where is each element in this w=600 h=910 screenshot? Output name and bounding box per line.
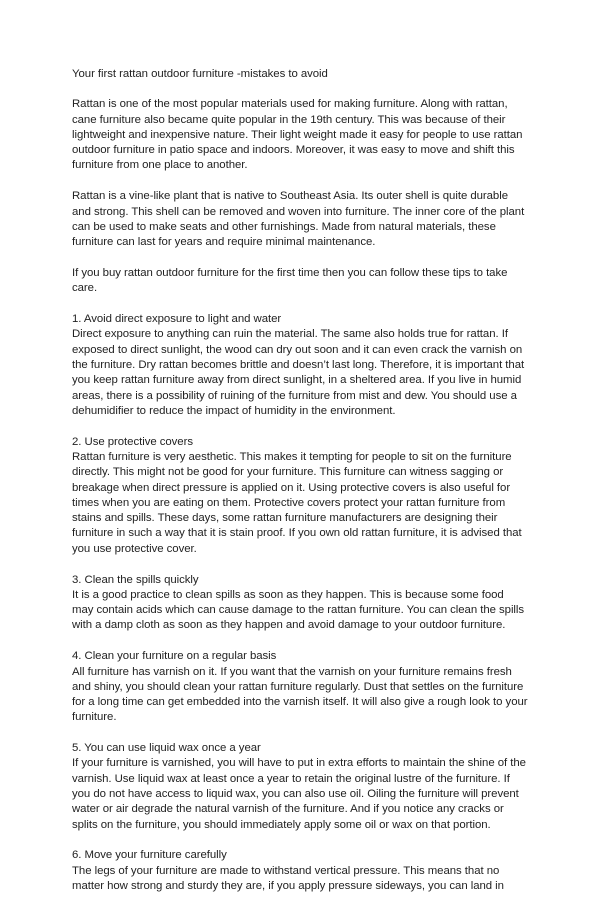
tip-heading: 2. Use protective covers	[72, 435, 193, 448]
tip-body: Rattan furniture is very aesthetic. This makes it tempting for people to sit on the furniture directly. This might not be good for your furniture. This furniture can witness sagging or breakage when direct pressure is applied on it. Using protective covers is also useful for times when you are eating on them. Protective covers protect your rattan furniture from stains and spills. These days, some rattan furniture manufacturers are designing their furniture in such a way that it is stain proof. If you own old rattan furniture, it is advised that you use protective cover.	[72, 450, 522, 555]
intro-paragraph: Rattan is a vine-like plant that is native to Southeast Asia. Its outer shell is quite durable and strong. This shell can be removed and woven into furniture. The inner core of the plant can be used to make seats and other furnishings. Made from natural materials, these furniture can last for years and require minimal maintenance.	[72, 190, 525, 249]
intro-paragraph: Rattan is one of the most popular materials used for making furniture. Along with rattan, cane furniture also became quite popular in the 19th century. This was because of their lightweight and inexpensive nature. Their light weight made it easy for people to use rattan outdoor furniture in patio space and indoors. Moreover, it was easy to move and shift this furniture from one place to another.	[72, 98, 523, 172]
document-title: Your first rattan outdoor furniture -mistakes to avoid	[72, 68, 328, 80]
document-page	[72, 67, 528, 910]
tip-section	[72, 848, 528, 894]
tip-heading: 4. Clean your furniture on a regular basis	[72, 650, 277, 663]
tip-body: Direct exposure to anything can ruin the material. The same also holds true for rattan. If exposed to direct sunlight, the wood can dry out soon and it can even crack the varnish on the furniture. Dry rattan becomes brittle and doesn’t last long. Therefore, it is important that you keep rattan furniture away from direct sunlight, in a sheltered area. If you live in humid areas, there is a possibility of ruining of the furniture from mist and dew. You should use a dehumidifier to reduce the impact of humidity in the environment.	[72, 328, 525, 417]
tip-heading: 6. Move your furniture carefully	[72, 849, 227, 862]
tip-body: All furniture has varnish on it. If you want that the varnish on your furniture remains fresh and shiny, you should clean your rattan furniture regularly. Dust that settles on the furniture for a long time can get embedded into the varnish itself. It will also give a rough look to your furniture.	[72, 665, 528, 724]
tip-body: It is a good practice to clean spills as soon as they happen. This is because some food may contain acids which can cause damage to the rattan furniture. You can clean the spills with a damp cloth as soon as they happen and avoid damage to your outdoor furniture.	[72, 588, 525, 632]
tip-section	[72, 435, 528, 557]
tip-body: The legs of your furniture are made to withstand vertical pressure. This means that no matter how strong and sturdy they are, if you apply pressure sideways, you can land in	[72, 864, 504, 893]
intro-paragraph: If you buy rattan outdoor furniture for the first time then you can follow these tips to take care.	[72, 266, 508, 295]
tip-heading: 3. Clean the spills quickly	[72, 573, 199, 586]
tip-section	[72, 741, 528, 833]
tip-heading: 1. Avoid direct exposure to light and water	[72, 313, 282, 326]
tip-section	[72, 312, 528, 419]
tip-section	[72, 649, 528, 725]
tip-heading: 5. You can use liquid wax once a year	[72, 742, 261, 755]
tip-body: If your furniture is varnished, you will have to put in extra efforts to maintain the shine of the varnish. Use liquid wax at least once a year to retain the original lustre of the furniture. If you do not have access to liquid wax, you can also use oil. Oiling the furniture will prevent water or air degrade the natural varnish of the furniture. And if you notice any cracks or splits on the furniture, you should immediately apply some oil or wax on that portion.	[72, 757, 526, 831]
tip-section	[72, 573, 528, 634]
